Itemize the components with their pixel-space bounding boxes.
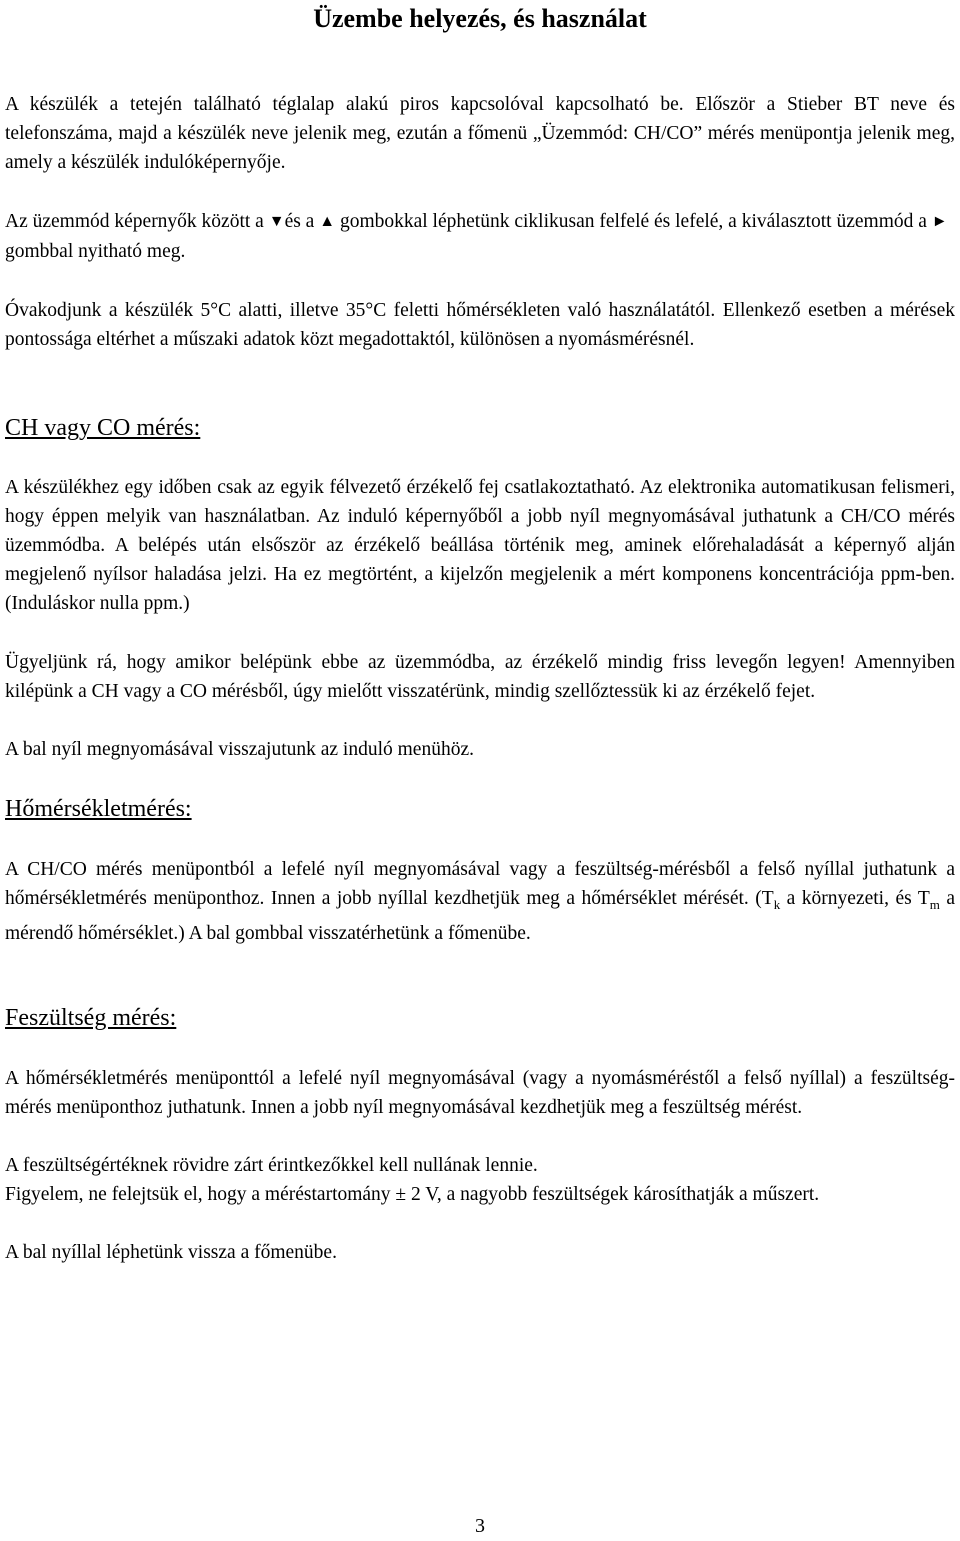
nav-text-d: gombbal nyitható meg. [5,241,186,262]
temp-text-c: a mérendő hőmérséklet.) A bal gombbal visszatérhetünk a főmenübe. [5,888,955,944]
temp-text-b: a környezeti, és T [780,888,930,909]
voltage-paragraph-1: A hőmérsékletmérés menüponttól a lefelé nyíl megnyomásával (vagy a nyomásméréstől a felső nyíllal) a feszültség-mérés menüponthoz juthatunk. Innen a jobb nyíl megnyomásával kezdhetjük meg a feszültség mérést. [5,1068,955,1118]
up-triangle-icon: ▲ [319,213,336,230]
nav-text-a: Az üzemmód képernyők között a [5,211,264,232]
warning-paragraph: Óvakodjunk a készülék 5°C alatti, illetve 35°C feletti hőmérsékleten való használatától. Ellenkező esetben a mérések pontossága eltérhet a műszaki adatok közt megadottaktól, különösen a nyomásmérésnél. [5,300,955,350]
temp-text-a: A CH/CO mérés menüpontból a lefelé nyíl megnyomásával vagy a feszültség-mérésből a felső nyíllal juthatunk a hőmérsékletmérés menüponthoz. Innen a jobb nyíllal kezdhetjük meg a hőmérséklet mérését. (T [5,859,955,909]
subscript-k: k [773,896,781,912]
temperature-heading: Hőmérsékletmérés: [5,796,192,822]
ch-co-paragraph-3: A bal nyíl megnyomásával visszajutunk az induló menühöz. [5,739,474,760]
nav-text-b: és a [284,211,315,232]
ch-co-paragraph-2: Ügyeljünk rá, hogy amikor belépünk ebbe az üzemmódba, az érzékelő mindig friss levegőn legyen! Amennyiben kilépünk a CH vagy a CO mérésből, úgy mielőtt visszatérünk, mindig szellőztessük ki az érzékelő fejet. [5,652,955,702]
voltage-paragraph-2: A feszültségértéknek rövidre zárt érintkezőkkel kell nullának lennie. [5,1155,538,1176]
down-triangle-icon: ▼ [268,213,285,230]
navigation-paragraph [5,207,955,266]
ch-co-paragraph-1: A készülékhez egy időben csak az egyik félvezető érzékelő fej csatlakoztatható. Az elektronika automatikusan felismeri, hogy éppen melyik van használatban. Az induló képernyőből a jobb nyíl megnyomásával juthatunk a CH/CO mérés üzemmódba. A belépés után elsőször az érzékelő beállása történik meg, aminek előrehaladását a képernyő alján megjelenő nyílsor haladása jelzi. Ha ez megtörtént, a kijelzőn megjelenik a mért komponens koncentrációja ppm-ben. (Induláskor nulla ppm.) [5,477,955,614]
right-triangle-icon: ► [931,213,948,230]
voltage-paragraph-3: Figyelem, ne felejtsük el, hogy a méréstartomány ± 2 V, a nagyobb feszültségek károsíthatják a műszert. [5,1184,820,1205]
ch-co-heading: CH vagy CO mérés: [5,415,201,441]
nav-text-c: gombokkal léphetünk ciklikusan felfelé és lefelé, a kiválasztott üzemmód a [339,211,927,232]
page-number: 3 [475,1515,485,1537]
temperature-paragraph [5,855,955,948]
voltage-heading: Feszültség mérés: [5,1005,177,1031]
subscript-m: m [929,896,940,912]
page-title: Üzembe helyezés, és használat [313,4,647,33]
voltage-paragraph-4: A bal nyíllal léphetünk vissza a főmenübe. [5,1242,337,1263]
intro-paragraph: A készülék a tetején található téglalap alakú piros kapcsolóval kapcsolható be. Először a Stieber BT neve és telefonszáma, majd a készülék neve jelenik meg, ezután a főmenü „Üzemmód: CH/CO” mérés menüpontja jelenik meg, amely a készülék indulóképernyője. [5,94,955,173]
